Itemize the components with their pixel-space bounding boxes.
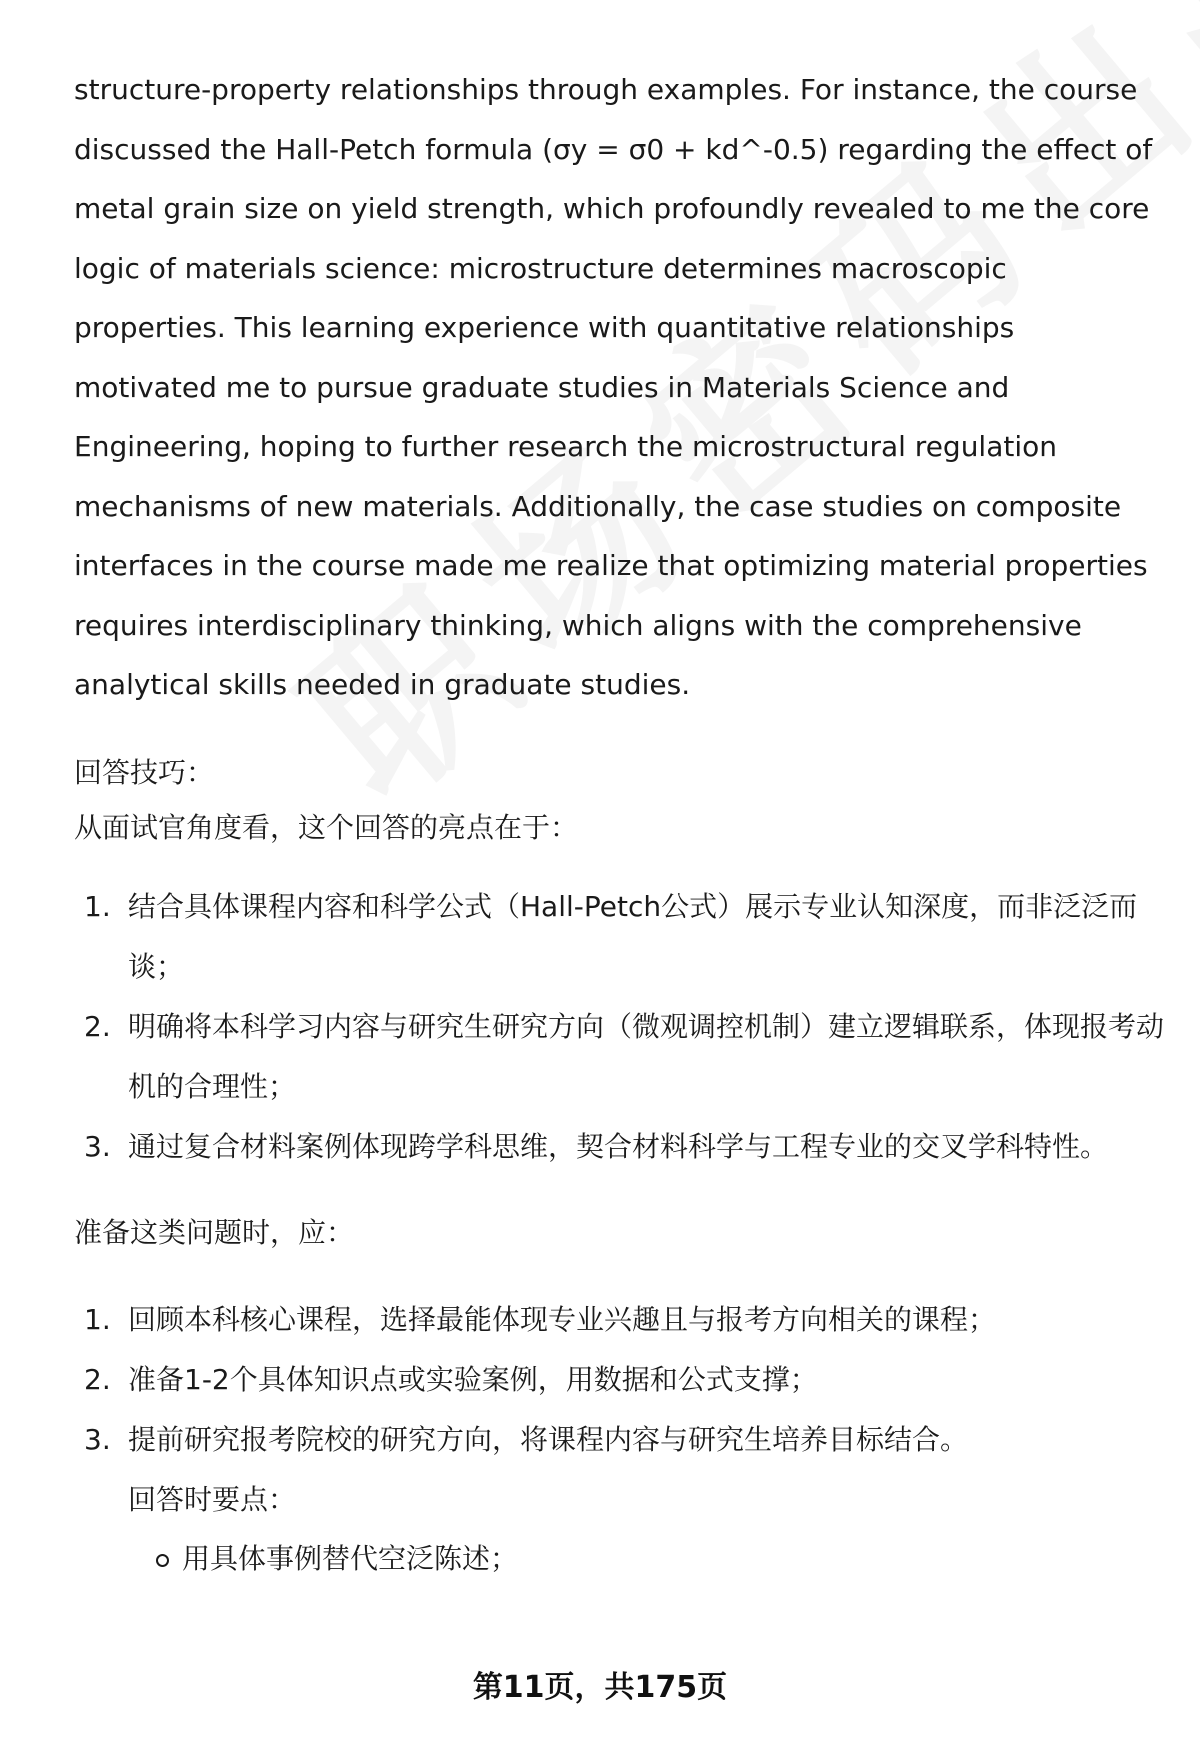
list-item-text: 准备1-2个具体知识点或实验案例，用数据和公式支撑； xyxy=(128,1362,818,1396)
body-paragraph: structure-property relationships through examples. For instance, the course discussed the Hall-Petch formula (σy = σ0 + kd^-0.5) regarding the effect of metal grain size on yield strength, which profoundly revealed to me the core logic of materials science: microstructure determines macroscopic properties. This learning experience with quantitative relationships motivated me to pursue graduate studies in Materials Science and Engineering, hoping to further research the microstructural regulation mechanisms of new materials. Additionally, the case studies on composite interfaces in the course made me realize that optimizing material properties requires interdisciplinary thinking, which aligns with the comprehensive analytical skills needed in graduate studies. xyxy=(74,73,1153,701)
tips-list xyxy=(74,877,1166,1177)
list-item-text: 通过复合材料案例体现跨学科思维，契合材料科学与工程专业的交叉学科特性。 xyxy=(128,1129,1109,1163)
list-number: 1. xyxy=(84,1302,111,1336)
page-content xyxy=(74,60,1166,1588)
list-item xyxy=(74,1290,1166,1350)
circle-bullet-icon xyxy=(156,1554,169,1567)
list-item xyxy=(74,1530,1166,1588)
list-item xyxy=(74,1350,1166,1410)
list-number: 3. xyxy=(84,1422,111,1456)
answer-points-heading: 回答时要点： xyxy=(128,1482,297,1516)
list-number: 2. xyxy=(84,1009,111,1043)
page-number-footer: 第11页，共175页 xyxy=(472,1670,728,1705)
prep-heading: 准备这类问题时，应： xyxy=(74,1215,355,1249)
list-item-text: 用具体事例替代空泛陈述； xyxy=(182,1541,519,1575)
prep-list xyxy=(74,1290,1166,1470)
list-item xyxy=(74,1117,1166,1177)
tips-heading: 回答技巧： xyxy=(74,755,215,789)
list-item-text: 明确将本科学习内容与研究生研究方向（微观调控机制）建立逻辑联系，体现报考动机的合理性； xyxy=(128,1009,1165,1103)
list-number: 2. xyxy=(84,1362,111,1396)
tips-intro: 从面试官角度看，这个回答的亮点在于： xyxy=(74,810,579,844)
answer-points-list xyxy=(74,1530,1166,1588)
list-item xyxy=(74,877,1166,997)
list-item xyxy=(74,997,1166,1117)
list-number: 1. xyxy=(84,889,111,923)
list-item-text: 结合具体课程内容和科学公式（Hall-Petch公式）展示专业认知深度，而非泛泛而谈； xyxy=(128,889,1138,983)
list-item-text: 回顾本科核心课程，选择最能体现专业兴趣且与报考方向相关的课程； xyxy=(128,1302,997,1336)
list-number: 3. xyxy=(84,1129,111,1163)
list-item xyxy=(74,1410,1166,1470)
list-item-text: 提前研究报考院校的研究方向，将课程内容与研究生培养目标结合。 xyxy=(128,1422,969,1456)
